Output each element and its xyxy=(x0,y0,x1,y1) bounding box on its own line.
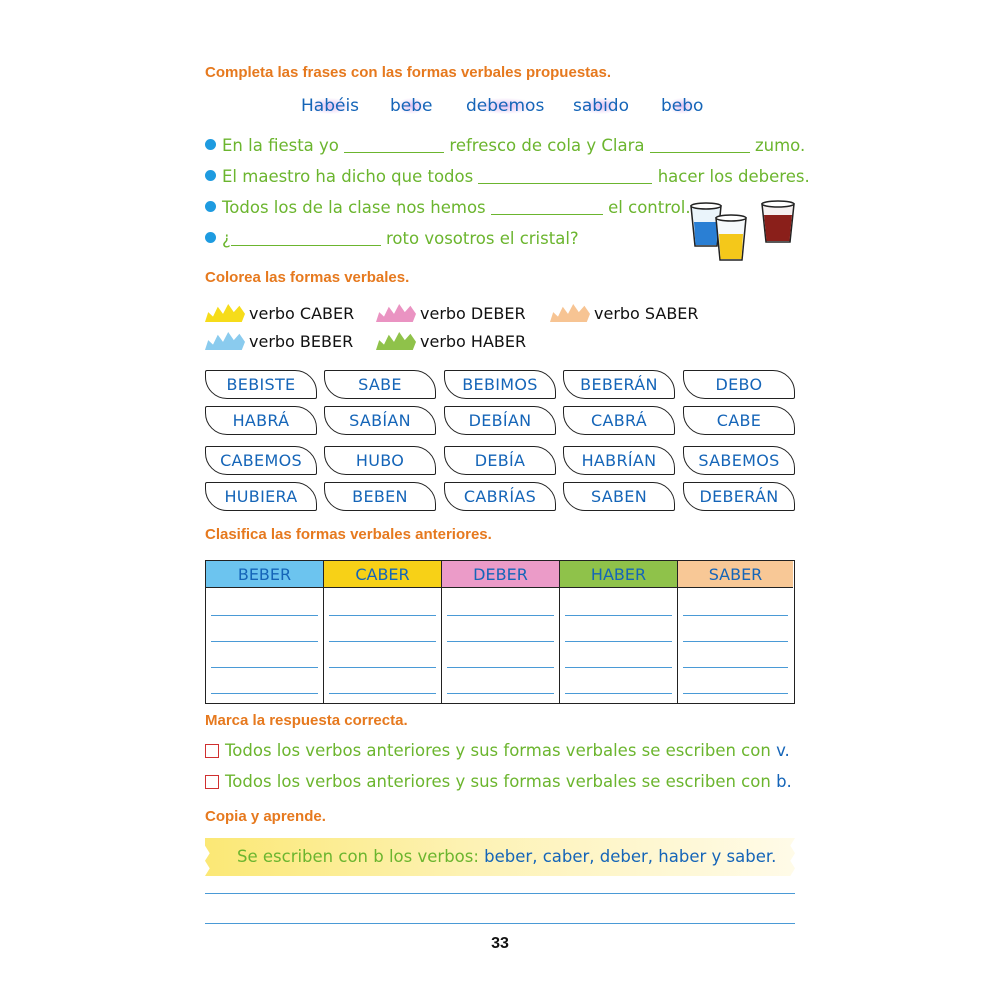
verb-leaf[interactable]: BEBERÁN xyxy=(563,370,675,399)
verb-leaf[interactable]: BEBEN xyxy=(324,482,436,511)
writing-line[interactable] xyxy=(205,893,795,894)
legend-deber: verbo DEBER xyxy=(376,304,526,323)
glass-yellow-icon xyxy=(716,215,746,260)
rule-text: Se escriben con b los verbos: beber, caber, deber, haber y saber. xyxy=(237,847,777,866)
section-heading-color: Colorea las formas verbales. xyxy=(205,269,410,286)
word-bank-item: bebo xyxy=(658,96,706,116)
verb-leaf[interactable]: CABRÍAS xyxy=(444,482,556,511)
verb-leaf[interactable]: HABRÍAN xyxy=(563,446,675,475)
word-bank-item: sabido xyxy=(570,96,632,116)
verb-leaf[interactable]: HABRÁ xyxy=(205,406,317,435)
verb-leaf[interactable]: DEBERÁN xyxy=(683,482,795,511)
verb-leaf[interactable]: SABEMOS xyxy=(683,446,795,475)
legend-beber: verbo BEBER xyxy=(205,332,353,351)
checkbox[interactable] xyxy=(205,775,219,789)
answer-blank[interactable] xyxy=(231,231,381,246)
bullet-icon xyxy=(205,201,216,212)
glass-red-icon xyxy=(762,201,794,242)
table-column-caber[interactable] xyxy=(324,588,442,703)
verb-leaf[interactable]: BEBIMOS xyxy=(444,370,556,399)
word-bank-item: debemos xyxy=(463,96,547,116)
verb-leaf[interactable]: SABÍAN xyxy=(324,406,436,435)
answer-blank[interactable] xyxy=(650,138,750,153)
table-header-deber: DEBER xyxy=(442,561,560,588)
verb-leaf[interactable]: SABEN xyxy=(563,482,675,511)
section-heading-classify: Clasifica las formas verbales anteriores. xyxy=(205,526,492,543)
table-column-saber[interactable] xyxy=(678,588,793,703)
bullet-icon xyxy=(205,139,216,150)
section-heading-mark: Marca la respuesta correcta. xyxy=(205,712,408,729)
verb-leaf[interactable]: CABE xyxy=(683,406,795,435)
crayon-pink-icon xyxy=(376,304,416,322)
checkbox[interactable] xyxy=(205,744,219,758)
verb-leaf[interactable]: BEBISTE xyxy=(205,370,317,399)
crayon-orange-icon xyxy=(550,304,590,322)
answer-blank[interactable] xyxy=(491,200,603,215)
table-header-haber: HABER xyxy=(560,561,678,588)
answer-option-v: Todos los verbos anteriores y sus formas verbales se escriben con v. xyxy=(205,741,790,760)
answer-blank[interactable] xyxy=(344,138,444,153)
sentence-4: ¿ roto vosotros el cristal? xyxy=(205,229,579,248)
verb-leaf[interactable]: DEBÍAN xyxy=(444,406,556,435)
verb-leaf[interactable]: SABE xyxy=(324,370,436,399)
table-header-caber: CABER xyxy=(324,561,442,588)
bullet-icon xyxy=(205,170,216,181)
table-column-haber[interactable] xyxy=(560,588,678,703)
legend-caber: verbo CABER xyxy=(205,304,354,323)
table-column-beber[interactable] xyxy=(206,588,324,703)
table-header-saber: SABER xyxy=(678,561,793,588)
verb-leaf[interactable]: HUBO xyxy=(324,446,436,475)
answer-blank[interactable] xyxy=(478,169,652,184)
verb-leaf[interactable]: CABRÁ xyxy=(563,406,675,435)
crayon-green-icon xyxy=(376,332,416,350)
writing-line[interactable] xyxy=(205,923,795,924)
glasses-illustration xyxy=(688,198,798,266)
verb-leaf[interactable]: HUBIERA xyxy=(205,482,317,511)
page-number: 33 xyxy=(491,935,509,952)
word-bank xyxy=(298,96,718,120)
crayon-yellow-icon xyxy=(205,304,245,322)
classification-table xyxy=(205,560,795,704)
section-heading-copy: Copia y aprende. xyxy=(205,808,326,825)
verb-leaf[interactable]: DEBO xyxy=(683,370,795,399)
answer-option-b: Todos los verbos anteriores y sus formas verbales se escriben con b. xyxy=(205,772,792,791)
table-column-deber[interactable] xyxy=(442,588,560,703)
verb-leaf[interactable]: DEBÍA xyxy=(444,446,556,475)
crayon-blue-icon xyxy=(205,332,245,350)
verb-leaf[interactable]: CABEMOS xyxy=(205,446,317,475)
section-heading-complete: Completa las frases con las formas verbales propuestas. xyxy=(205,64,612,81)
sentence-2: El maestro ha dicho que todos hacer los deberes. xyxy=(205,167,810,186)
word-bank-item: bebe xyxy=(387,96,436,116)
word-bank-item: Habéis xyxy=(298,96,362,116)
legend-saber: verbo SABER xyxy=(550,304,699,323)
sentence-3: Todos los de la clase nos hemos el control. xyxy=(205,198,691,217)
sentence-1: En la fiesta yo refresco de cola y Clara zumo. xyxy=(205,136,805,155)
bullet-icon xyxy=(205,232,216,243)
table-header-beber: BEBER xyxy=(206,561,324,588)
legend-haber: verbo HABER xyxy=(376,332,526,351)
